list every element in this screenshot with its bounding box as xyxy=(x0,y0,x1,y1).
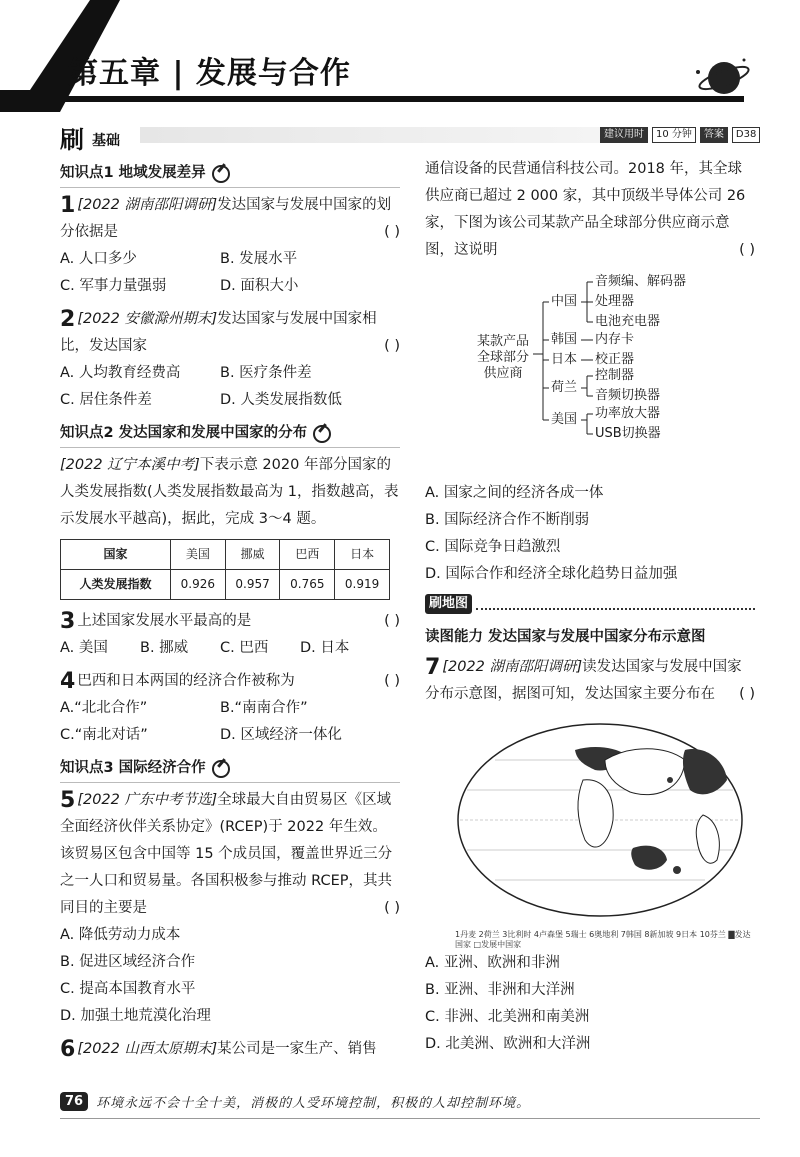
supply-country: 中国 xyxy=(551,294,578,309)
q1-answer-paren: ( ) xyxy=(384,224,400,240)
chapter-header xyxy=(0,0,800,112)
supply-part: USB切换器 xyxy=(595,426,661,441)
q3-options xyxy=(60,635,400,662)
q6-stem-right: 通信设备的民营通信科技公司。2018 年，其全球供应商已超过 2 000 家，其中顶级半导体公司 26 家，下图为该公司某款产品全球部分供应商示意图，这说明 xyxy=(425,161,746,258)
table-cell: 0.926 xyxy=(170,570,225,600)
q2-options xyxy=(60,360,400,414)
q5-option-d[interactable]: D. 加强土地荒漠化治理 xyxy=(60,1008,211,1024)
supply-country: 荷兰 xyxy=(551,380,578,395)
question-2 xyxy=(60,306,400,414)
q2-option-d[interactable]: D. 人类发展指数低 xyxy=(220,392,342,408)
q6-option-a[interactable]: A. 国家之间的经济各成一体 xyxy=(425,485,604,501)
table-row xyxy=(61,570,390,600)
table-cell: 日本 xyxy=(335,540,390,570)
q6-option-d[interactable]: D. 国际合作和经济全球化趋势日益加强 xyxy=(425,566,678,582)
supply-part: 音频编、解码器 xyxy=(595,274,687,289)
q6-option-c[interactable]: C. 国际竞争日趋激烈 xyxy=(425,539,561,555)
q6-number: 6 xyxy=(60,1037,76,1062)
supply-chain-root: 某款产品全球部分供应商 xyxy=(476,334,529,381)
q7-option-d[interactable]: D. 北美洲、欧洲和大洋洲 xyxy=(425,1036,591,1052)
q6-stem-left: 某公司是一家生产、销售 xyxy=(217,1041,377,1057)
q4-option-a[interactable]: A.“北北合作” xyxy=(60,700,148,716)
q2-option-a[interactable]: A. 人均教育经费高 xyxy=(60,365,181,381)
q7-option-a[interactable]: A. 亚洲、欧洲和非洲 xyxy=(425,955,560,971)
q3-number: 3 xyxy=(60,609,76,634)
knowledge-point-1 xyxy=(60,160,400,188)
supply-chain-diagram xyxy=(425,268,755,474)
section-band xyxy=(140,127,600,143)
supply-part: 音频切换器 xyxy=(595,388,661,403)
question-6-continued xyxy=(425,156,755,264)
q2-option-c[interactable]: C. 居住条件差 xyxy=(60,392,152,408)
hdi-table xyxy=(60,539,390,600)
page-number: 76 xyxy=(60,1092,88,1111)
left-column xyxy=(60,160,400,1069)
supply-part: 功率放大器 xyxy=(595,406,661,421)
q1-option-c[interactable]: C. 军事力量强弱 xyxy=(60,278,167,294)
supply-part: 处理器 xyxy=(595,294,635,309)
q4-options xyxy=(60,695,400,749)
q7-option-b[interactable]: B. 亚洲、非洲和大洋洲 xyxy=(425,982,575,998)
supply-country: 日本 xyxy=(551,352,578,367)
kp2-title: 知识点2 发达国家和发展中国家的分布 xyxy=(60,425,308,441)
table-cell: 美国 xyxy=(170,540,225,570)
read-ability-title: 读图能力 发达国家与发展中国家分布示意图 xyxy=(425,629,706,645)
q7-option-c[interactable]: C. 非洲、北美洲和南美洲 xyxy=(425,1009,590,1025)
q5-answer-paren: ( ) xyxy=(384,900,400,916)
footer-rule xyxy=(60,1118,760,1119)
knowledge-point-3 xyxy=(60,755,400,783)
section-label-sub: 基础 xyxy=(92,133,120,149)
q1-stem: 发达国家与发展中国家的划分依据是 xyxy=(60,197,392,240)
q5-option-b[interactable]: B. 促进区域经济合作 xyxy=(60,954,196,970)
chapter-title: 第五章 | 发展与合作 xyxy=(68,56,351,91)
q4-option-d[interactable]: D. 区域经济一体化 xyxy=(220,727,342,743)
q2-answer-paren: ( ) xyxy=(384,338,400,354)
q6-source: [2022 山西太原期末] xyxy=(77,1041,218,1057)
q3-option-d[interactable]: D. 日本 xyxy=(300,640,350,656)
question-1 xyxy=(60,192,400,300)
pencil-icon xyxy=(313,425,331,443)
planet-icon xyxy=(690,52,750,102)
table-cell: 挪威 xyxy=(225,540,280,570)
q5-stem: 全球最大自由贸易区《区域全面经济伙伴关系协定》(RCEP)于 2022 年生效。该贸易区包含中国等 15 个成员国，覆盖世界近三分之一人口和贸易量。各国积极参与推动 RCEP，其共同目的主要是 xyxy=(60,792,393,916)
q3-stem: 上述国家发展水平最高的是 xyxy=(77,613,252,629)
q6-answer-paren: ( ) xyxy=(739,242,755,258)
q5-option-a[interactable]: A. 降低劳动力成本 xyxy=(60,927,181,943)
dotted-rule xyxy=(476,598,755,610)
q7-number: 7 xyxy=(425,655,441,680)
question-6-start xyxy=(60,1036,400,1063)
q1-option-d[interactable]: D. 面积大小 xyxy=(220,278,299,294)
q1-option-b[interactable]: B. 发展水平 xyxy=(220,251,298,267)
q7-source: [2022 湖南邵阳调研] xyxy=(442,659,583,675)
q7-stem: 读发达国家与发展中国家分布示意图，据图可知，发达国家主要分布在 xyxy=(425,659,742,702)
q4-number: 4 xyxy=(60,669,76,694)
footer-motto: 环境永远不会十全十美，消极的人受环境控制，积极的人却控制环境。 xyxy=(96,1095,531,1111)
supply-part: 电池充电器 xyxy=(595,314,661,329)
map-banner-label: 刷地图 xyxy=(425,594,472,614)
table-cell: 0.919 xyxy=(335,570,390,600)
time-value: 10 分钟 xyxy=(652,127,696,143)
answer-label: 答案 xyxy=(700,127,728,143)
q3-answer-paren: ( ) xyxy=(384,613,400,629)
table-header-hdi: 人类发展指数 xyxy=(61,570,171,600)
q6-option-b[interactable]: B. 国际经济合作不断削弱 xyxy=(425,512,590,528)
q3-option-a[interactable]: A. 美国 xyxy=(60,640,108,656)
q5-option-c[interactable]: C. 提高本国教育水平 xyxy=(60,981,196,997)
header-rule xyxy=(64,96,744,102)
q5-number: 5 xyxy=(60,788,76,813)
question-5 xyxy=(60,787,400,1030)
intro-source: [2022 辽宁本溪中考] xyxy=(60,457,200,473)
page-footer xyxy=(60,1084,760,1118)
q4-answer-paren: ( ) xyxy=(384,673,400,689)
map-legend: 1丹麦 2荷兰 3比利时 4卢森堡 5瑞士 6奥地利 7韩国 8新加坡 9日本 10芬兰 ▇发达国家 □发展中国家 xyxy=(455,930,751,949)
map-banner xyxy=(425,594,755,614)
legend-developing: 发展中国家 xyxy=(481,940,522,949)
table-cell: 0.765 xyxy=(280,570,335,600)
supply-part: 校正器 xyxy=(595,352,635,367)
table-cell: 0.957 xyxy=(225,570,280,600)
pencil-icon xyxy=(212,760,230,778)
table-cell: 巴西 xyxy=(280,540,335,570)
q3-option-b[interactable]: B. 挪威 xyxy=(140,640,189,656)
kp3-title: 知识点3 国际经济合作 xyxy=(60,760,206,776)
table-header-country: 国家 xyxy=(61,540,171,570)
q4-stem: 巴西和日本两国的经济合作被称为 xyxy=(77,673,295,689)
knowledge-point-2 xyxy=(60,420,400,448)
supply-country: 韩国 xyxy=(551,332,578,347)
time-label: 建议用时 xyxy=(600,127,648,143)
question-4 xyxy=(60,668,400,749)
intro-3-4 xyxy=(60,452,400,533)
q1-number: 1 xyxy=(60,193,76,218)
q4-option-c[interactable]: C.“南北对话” xyxy=(60,727,148,743)
supply-part: 内存卡 xyxy=(595,332,635,347)
q1-options xyxy=(60,246,400,300)
table-row xyxy=(61,540,390,570)
q2-source: [2022 安徽滁州期末] xyxy=(77,311,218,327)
q7-answer-paren: ( ) xyxy=(739,686,755,702)
q1-option-a[interactable]: A. 人口多少 xyxy=(60,251,137,267)
kp1-title: 知识点1 地域发展差异 xyxy=(60,165,206,181)
q4-option-b[interactable]: B.“南南合作” xyxy=(220,700,308,716)
question-3 xyxy=(60,608,400,662)
q2-number: 2 xyxy=(60,307,76,332)
map-legend-items: 1丹麦 2荷兰 3比利时 4卢森堡 5瑞士 6奥地利 7韩国 8新加坡 9日本 10芬兰 xyxy=(455,930,726,939)
answer-page: D38 xyxy=(732,127,760,143)
supply-part: 控制器 xyxy=(595,368,635,383)
q2-option-b[interactable]: B. 医疗条件差 xyxy=(220,365,312,381)
world-development-map xyxy=(455,720,745,920)
time-box xyxy=(600,127,760,143)
q3-option-c[interactable]: C. 巴西 xyxy=(220,640,269,656)
legend-developed: 发达国家 xyxy=(455,930,751,949)
supply-country: 美国 xyxy=(551,412,578,427)
q5-source: [2022 广东中考节选] xyxy=(77,792,218,808)
pencil-icon xyxy=(212,165,230,183)
right-column xyxy=(425,156,755,1058)
question-7 xyxy=(425,654,755,708)
intro-text: 下表示意 2020 年部分国家的人类发展指数(人类发展指数最高为 1，指数越高，表示发展水平越高)，据此，完成 3～4 题。 xyxy=(60,457,399,527)
q1-source: [2022 湖南邵阳调研] xyxy=(77,197,218,213)
q2-stem: 发达国家与发展中国家相比，发达国家 xyxy=(60,311,377,354)
section-label-main: 刷 xyxy=(60,126,84,154)
